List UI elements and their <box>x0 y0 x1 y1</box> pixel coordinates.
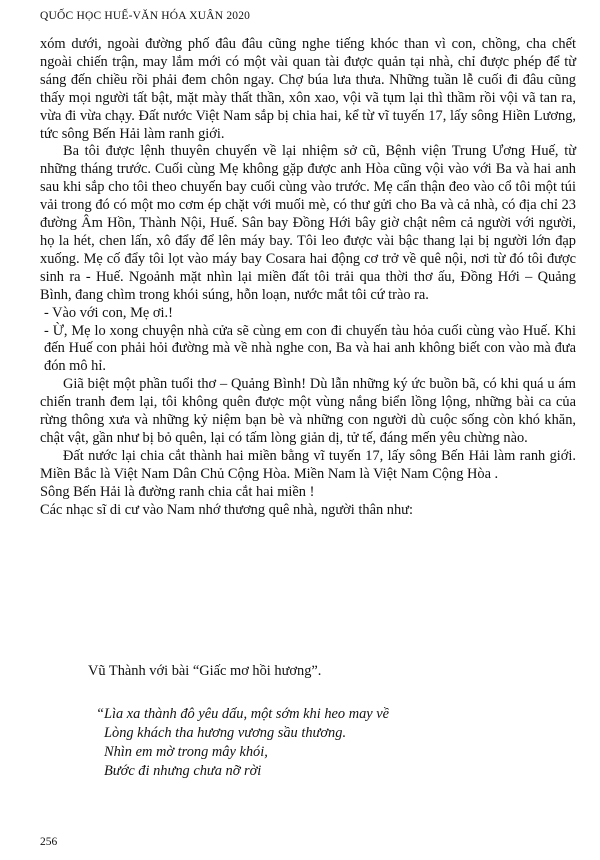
song-intro: Vũ Thành với bài “Giấc mơ hồi hương”. <box>88 663 322 679</box>
page-number: 256 <box>40 836 58 848</box>
paragraph: Sông Bến Hải là đường ranh chia cắt hai miền ! <box>40 483 315 500</box>
lyric-line: Bước đi nhưng chưa nỡ rời <box>104 763 262 779</box>
lyric-line: Lòng khách tha hương vương sầu thương. <box>104 725 347 741</box>
paragraph: Giã biệt một phần tuổi thơ – Quảng Bình! Dù lẫn những ký ức buồn bã, có khi quá u ám chiến tranh đem lại, tôi không quên được một vùng nắng biển lồng lộng, những bài ca của rừng thông xưa và những kỷ niệm bạn bè và những con người dù cuộc sống còn khó khăn, chật vật, gần như bị bỏ quên, lại có tấm lòng giản dị, tử tế, đáng mến yêu chừng nào. <box>40 376 576 446</box>
article-body <box>40 36 576 519</box>
paragraph: Các nhạc sĩ di cư vào Nam nhớ thương quê nhà, người thân như: <box>40 501 413 518</box>
dialogue-line: - Ừ, Mẹ lo xong chuyện nhà cửa sẽ cùng em con đi chuyến tàu hỏa cuối cùng vào Huế. Khi đến Huế con phải hỏi đường mà về nhà nghe con, Ba và hai anh không biết con vào mà đưa đón mô hỉ. <box>44 322 576 375</box>
paragraph: xóm dưới, ngoài đường phố đâu đâu cũng nghe tiếng khóc than vì con, chồng, cha chết ngoài chiến trận, may lắm mới có một vài quan tài được quản tại nhà, chỉ được phép để từ sáng đến chiều rồi phải đem chôn ngay. Chợ búa lưa thưa. Những tuần lễ cuối đi đâu cũng thấy mọi người tất bật, mặt mày thất thần, xôn xao, vội vã tụm lại thì thầm rồi vội vã tan ra, vừa đi vừa chạy. Đất nước Việt Nam sắp bị chia hai, kể từ vĩ tuyến 17, lấy sông Hiền Lương, tức sông Bến Hải làm ranh giới. <box>40 36 576 142</box>
lyric-line: “Lìa xa thành đô yêu dấu, một sớm khi heo may về <box>96 706 390 722</box>
running-header: QUỐC HỌC HUẾ-VĂN HÓA XUÂN 2020 <box>40 10 251 22</box>
song-lyrics <box>96 705 389 781</box>
lyric-line: Nhìn em mờ trong mây khói, <box>104 744 268 760</box>
paragraph: Đất nước lại chia cắt thành hai miền bằng vĩ tuyến 17, lấy sông Bến Hải làm ranh giới. Miền Bắc là Việt Nam Dân Chủ Cộng Hòa. Miền Nam là Việt Nam Cộng Hòa . <box>40 447 576 482</box>
dialogue-line: - Vào với con, Mẹ ơi.! <box>44 304 173 321</box>
paragraph: Ba tôi được lệnh thuyên chuyển về lại nhiệm sở cũ, Bệnh viện Trung Ương Huế, từ những tháng trước. Cuối cùng Mẹ không gặp được anh Hòa cũng vội vào với Ba và hai anh sau khi sắp cho tôi theo chuyến bay cuối cùng vào trước. Mẹ cẩn thận đeo vào cổ tôi một túi vải trong đó có một mo cơm ép chặt với muối mè, có thư gửi cho Ba và cả nhà, có địa chỉ 23 đường Âm Hồn, Thành Nội, Huế. Sân bay Đồng Hới bây giờ chật nêm cả người với người, họ la hét, chen lấn, xô đẩy để lên máy bay. Tôi leo được vài bậc thang lại bị người lớn đạp xuống. Mẹ cố đẩy tôi lọt vào máy bay Cosara hai động cơ trở về quê nội, nơi từ đó tôi được sinh ra - Huế. Ngoảnh mặt nhìn lại miền đất tôi trải qua thời thơ ấu, Đồng Hới – Quảng Bình, đang chìm trong khói súng, hỗn loạn, nước mắt tôi cứ trào ra. <box>40 143 576 303</box>
